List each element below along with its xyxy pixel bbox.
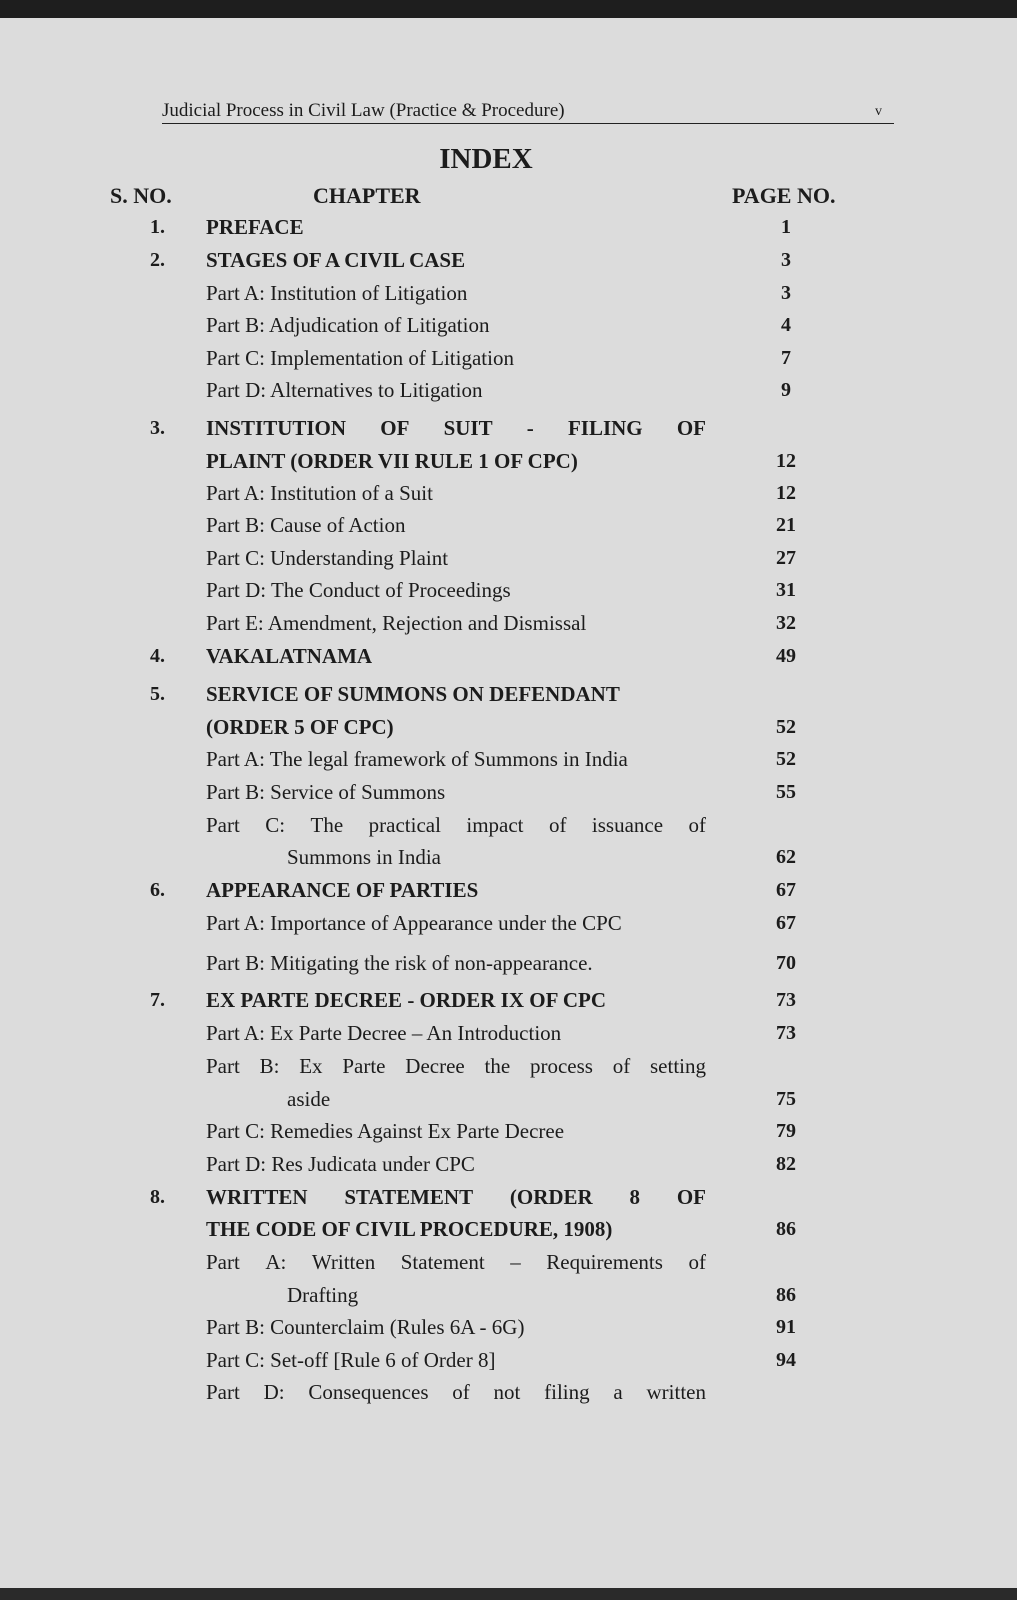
page-reference: 1 [781,216,791,238]
section-title: Part B: Cause of Action [206,513,406,537]
index-row [0,745,1017,777]
serial-number: 7. [150,989,165,1011]
index-row [0,1346,1017,1378]
section-title: Part A: Institution of Litigation [206,281,468,305]
page-reference: 55 [776,781,796,803]
index-row [0,843,1017,875]
page-reference: 49 [776,645,796,667]
index-row [0,344,1017,376]
page-reference: 27 [776,547,796,569]
section-title: Drafting [287,1283,359,1307]
page-reference: 52 [776,748,796,770]
page-reference: 91 [776,1316,796,1338]
page-reference: 7 [781,347,791,369]
index-row [0,1085,1017,1117]
section-title: Part B: Ex Parte Decree the process of setting [206,1054,706,1078]
index-row [0,609,1017,641]
section-title: Part D: Alternatives to Litigation [206,378,483,402]
index-row [0,1052,1017,1084]
serial-number: 8. [150,1186,165,1208]
page-reference: 79 [776,1120,796,1142]
page-reference: 52 [776,716,796,738]
header-rule [162,123,894,124]
index-row [0,447,1017,479]
index-row [0,778,1017,810]
index-row [0,311,1017,343]
page-reference: 73 [776,1022,796,1044]
chapter-row [0,876,1017,908]
section-title: Part C: Remedies Against Ex Parte Decree [206,1119,565,1143]
page-reference: 62 [776,846,796,868]
section-title: Part A: Ex Parte Decree – An Introduction [206,1021,562,1045]
viewer-bottom-bar [0,1588,1017,1600]
viewer-top-bar [0,0,1017,18]
page-reference: 94 [776,1349,796,1371]
section-title: Part B: Adjudication of Litigation [206,313,490,337]
running-header [162,100,894,126]
chapter-title: WRITTEN STATEMENT (ORDER 8 OF [206,1185,706,1209]
index-row [0,1248,1017,1280]
index-row [0,376,1017,408]
section-title: Part A: Importance of Appearance under the CPC [206,911,622,935]
index-row [0,279,1017,311]
chapter-row [0,1183,1017,1215]
chapter-title: APPEARANCE OF PARTIES [206,878,479,902]
index-row [0,1313,1017,1345]
section-title: Part A: Institution of a Suit [206,481,433,505]
section-title: aside [287,1087,331,1111]
page-reference: 31 [776,579,796,601]
index-row [0,949,1017,981]
page-reference: 73 [776,989,796,1011]
page-reference: 82 [776,1153,796,1175]
chapter-row [0,213,1017,245]
page-reference: 3 [781,282,791,304]
chapter-title: PLAINT (ORDER VII RULE 1 OF CPC) [206,449,578,473]
index-row [0,511,1017,543]
index-row [0,713,1017,745]
page-reference: 12 [776,482,796,504]
chapter-title: THE CODE OF CIVIL PROCEDURE, 1908) [206,1217,613,1241]
serial-number: 3. [150,417,165,439]
page-reference: 86 [776,1218,796,1240]
book-title: Judicial Process in Civil Law (Practice & Procedure) [162,100,565,121]
section-title: Part C: Implementation of Litigation [206,346,514,370]
page-reference: 9 [781,379,791,401]
serial-number: 1. [150,216,165,238]
page-reference: 21 [776,514,796,536]
page-reference: 70 [776,952,796,974]
chapter-title: (ORDER 5 OF CPC) [206,715,394,739]
section-title: Part D: Res Judicata under CPC [206,1152,475,1176]
chapter-title: STAGES OF A CIVIL CASE [206,248,466,272]
section-title: Summons in India [287,845,442,869]
serial-number: 4. [150,645,165,667]
section-title: Part B: Counterclaim (Rules 6A - 6G) [206,1315,525,1339]
section-title: Part A: Written Statement – Requirements of [206,1250,706,1274]
index-row [0,1281,1017,1313]
page-reference: 12 [776,450,796,472]
page-reference: 86 [776,1284,796,1306]
chapter-row [0,246,1017,278]
section-title: Part C: Set-off [Rule 6 of Order 8] [206,1348,496,1372]
page-number: v [875,104,882,119]
column-header-page: PAGE NO. [732,183,836,208]
section-title: Part B: Service of Summons [206,780,446,804]
section-title: Part B: Mitigating the risk of non-appearance. [206,951,593,975]
chapter-row [0,414,1017,446]
page-reference: 4 [781,314,791,336]
index-title: INDEX [439,143,533,175]
column-header-chapter: CHAPTER [313,183,421,208]
index-row [0,1150,1017,1182]
section-title: Part E: Amendment, Rejection and Dismissal [206,611,587,635]
chapter-title: INSTITUTION OF SUIT - FILING OF [206,416,706,440]
page-reference: 32 [776,612,796,634]
column-header-sno: S. NO. [110,183,172,208]
index-row [0,1117,1017,1149]
chapter-row [0,680,1017,712]
section-title: Part D: The Conduct of Proceedings [206,578,511,602]
index-row [0,811,1017,843]
index-row [0,576,1017,608]
chapter-title: EX PARTE DECREE - ORDER IX OF CPC [206,988,607,1012]
index-row [0,1019,1017,1051]
serial-number: 6. [150,879,165,901]
page-reference: 67 [776,879,796,901]
serial-number: 5. [150,683,165,705]
chapter-title: VAKALATNAMA [206,644,373,668]
index-row [0,479,1017,511]
chapter-row [0,642,1017,674]
page-reference: 75 [776,1088,796,1110]
page-reference: 67 [776,912,796,934]
index-row [0,1378,1017,1410]
section-title: Part A: The legal framework of Summons in India [206,747,628,771]
section-title: Part D: Consequences of not filing a written [206,1380,706,1404]
section-title: Part C: Understanding Plaint [206,546,449,570]
index-row [0,1215,1017,1247]
chapter-title: PREFACE [206,215,304,239]
section-title: Part C: The practical impact of issuance of [206,813,706,837]
chapter-row [0,986,1017,1018]
index-row [0,544,1017,576]
page-reference: 3 [781,249,791,271]
index-row [0,909,1017,941]
serial-number: 2. [150,249,165,271]
chapter-title: SERVICE OF SUMMONS ON DEFENDANT [206,682,620,706]
